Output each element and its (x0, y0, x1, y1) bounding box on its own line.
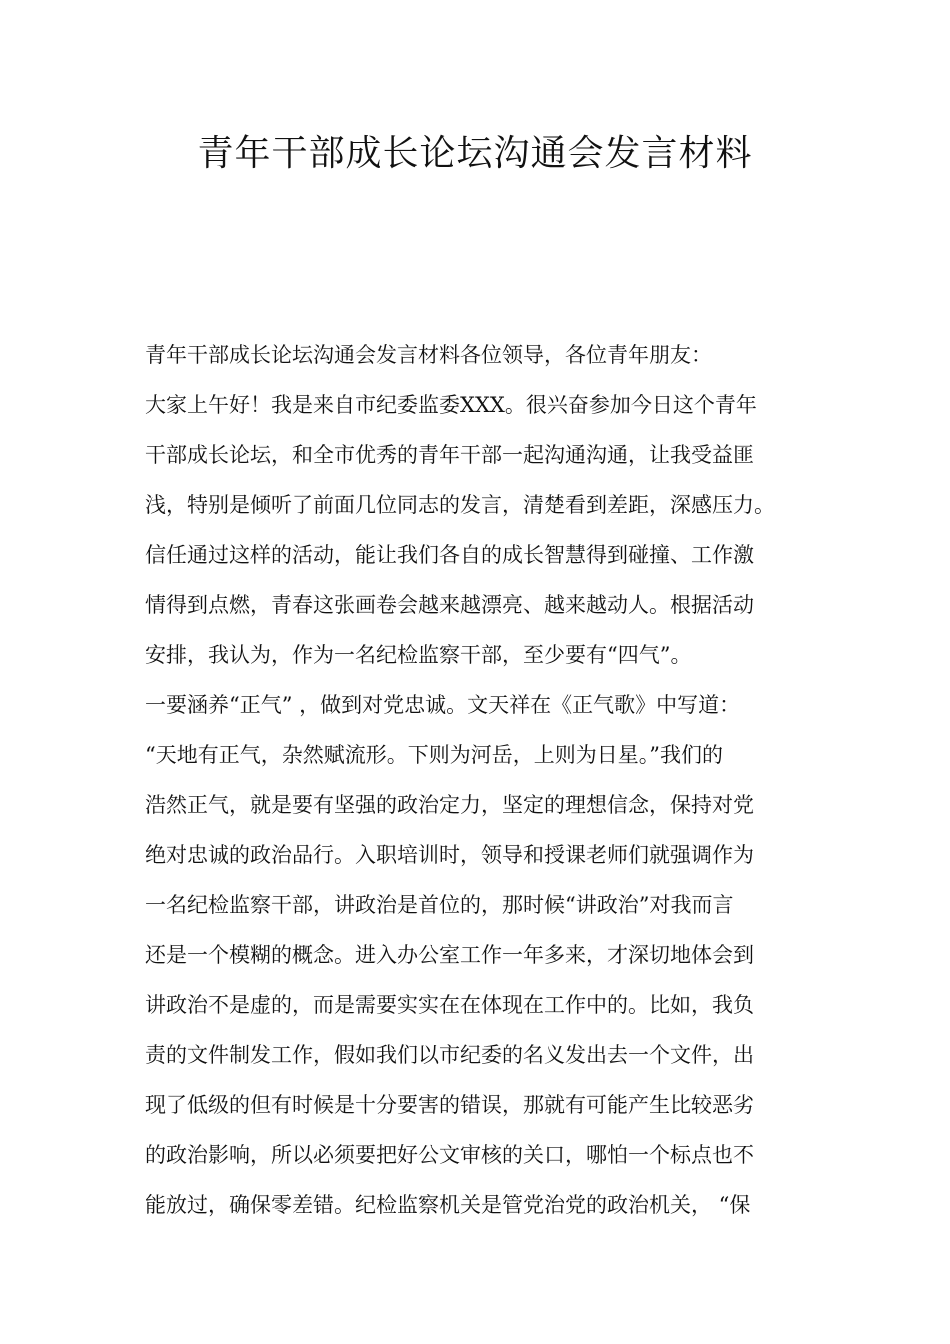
body-line: 绝对忠诚的政治品行。入职培训时，领导和授课老师们就强调作为 (145, 843, 754, 867)
body-line: 信任通过这样的活动，能让我们各自的成长智慧得到碰撞、工作激 (145, 543, 754, 567)
document-title: 青年干部成长论坛沟通会发言材料 (197, 133, 753, 174)
body-line: 一名纪检监察干部，讲政治是首位的，那时候“讲政治”对我而言 (145, 893, 734, 917)
body-line: 青年干部成长论坛沟通会发言材料各位领导，各位青年朋友： (145, 343, 712, 367)
body-line: 浅，特别是倾听了前面几位同志的发言，清楚看到差距，深感压力。 (145, 493, 775, 517)
body-line: 责的文件制发工作，假如我们以市纪委的名义发出去一个文件，出 (145, 1043, 754, 1067)
body-line: 讲政治不是虚的，而是需要实实在在体现在工作中的。比如，我负 (145, 993, 754, 1017)
body-line: 的政治影响，所以必须要把好公文审核的关口，哪怕一个标点也不 (145, 1143, 754, 1167)
body-line: 一要涵养“正气” ，做到对党忠诚。文天祥在《正气歌》中写道： (145, 693, 741, 717)
body-line: 还是一个模糊的概念。进入办公室工作一年多来，才深切地体会到 (145, 943, 754, 967)
body-line: “天地有正气，杂然赋流形。下则为河岳，上则为日星。”我们的 (145, 743, 723, 767)
body-line: 干部成长论坛，和全市优秀的青年干部一起沟通沟通，让我受益匪 (145, 443, 754, 467)
document-body (145, 330, 825, 1230)
body-line: 能放过，确保零差错。纪检监察机关是管党治党的政治机关， “保 (145, 1193, 751, 1217)
body-line: 浩然正气，就是要有坚强的政治定力，坚定的理想信念，保持对党 (145, 793, 754, 817)
body-line: 安排，我认为，作为一名纪检监察干部，至少要有“四气”。 (145, 643, 692, 667)
body-line: 情得到点燃，青春这张画卷会越来越漂亮、越来越动人。根据活动 (145, 593, 754, 617)
body-line: 大家上午好！我是来自市纪委监委XXX。很兴奋参加今日这个青年 (145, 393, 757, 417)
body-line: 现了低级的但有时候是十分要害的错误，那就有可能产生比较恶劣 (145, 1093, 754, 1117)
